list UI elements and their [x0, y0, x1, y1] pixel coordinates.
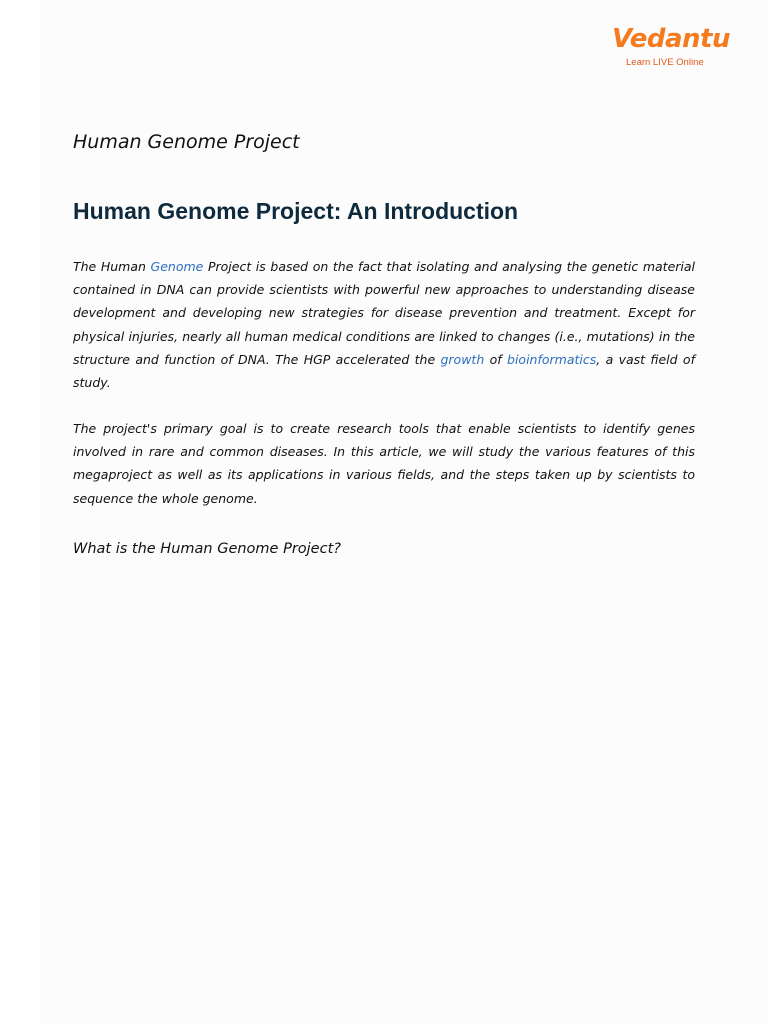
bioinformatics-link[interactable]: bioinformatics: [507, 351, 597, 367]
genome-link[interactable]: Genome: [150, 259, 204, 274]
growth-link[interactable]: growth: [440, 351, 485, 367]
paragraph-text: Project is based on the fact that isolating and analysing the genetic material contained in DNA can provide scientists with powerful new approaches to understanding disease development and developing new strategies for disease prevention and treatment. Except for physical injuries, nearly all human medical conditions are linked to changes (i.e., mutations) in the structure and function of DNA. The HGP accelerated the: [73, 259, 696, 367]
document-title: Human Genome Project: [73, 131, 300, 153]
goal-paragraph: The project's primary goal is to create research tools that enable scientists to identify genes involved in rare and common diseases. In this article, we will study the various features of this megaproject as well as its applications in various fields, and the steps taken up by scientists to sequence the whole genome.: [73, 421, 695, 506]
vedantu-logo: [612, 22, 730, 72]
paragraph-text: , a vast field of study.: [73, 351, 695, 391]
intro-paragraph: [73, 255, 695, 394]
paragraph-text: The Human: [73, 259, 151, 274]
logo-tagline: Learn LIVE Online: [626, 57, 704, 68]
paragraph-text: of: [484, 351, 508, 367]
sub-heading: What is the Human Genome Project?: [73, 541, 341, 557]
section-heading: Human Genome Project: An Introduction: [73, 198, 519, 224]
logo-wordmark: Vedantu: [612, 24, 730, 54]
